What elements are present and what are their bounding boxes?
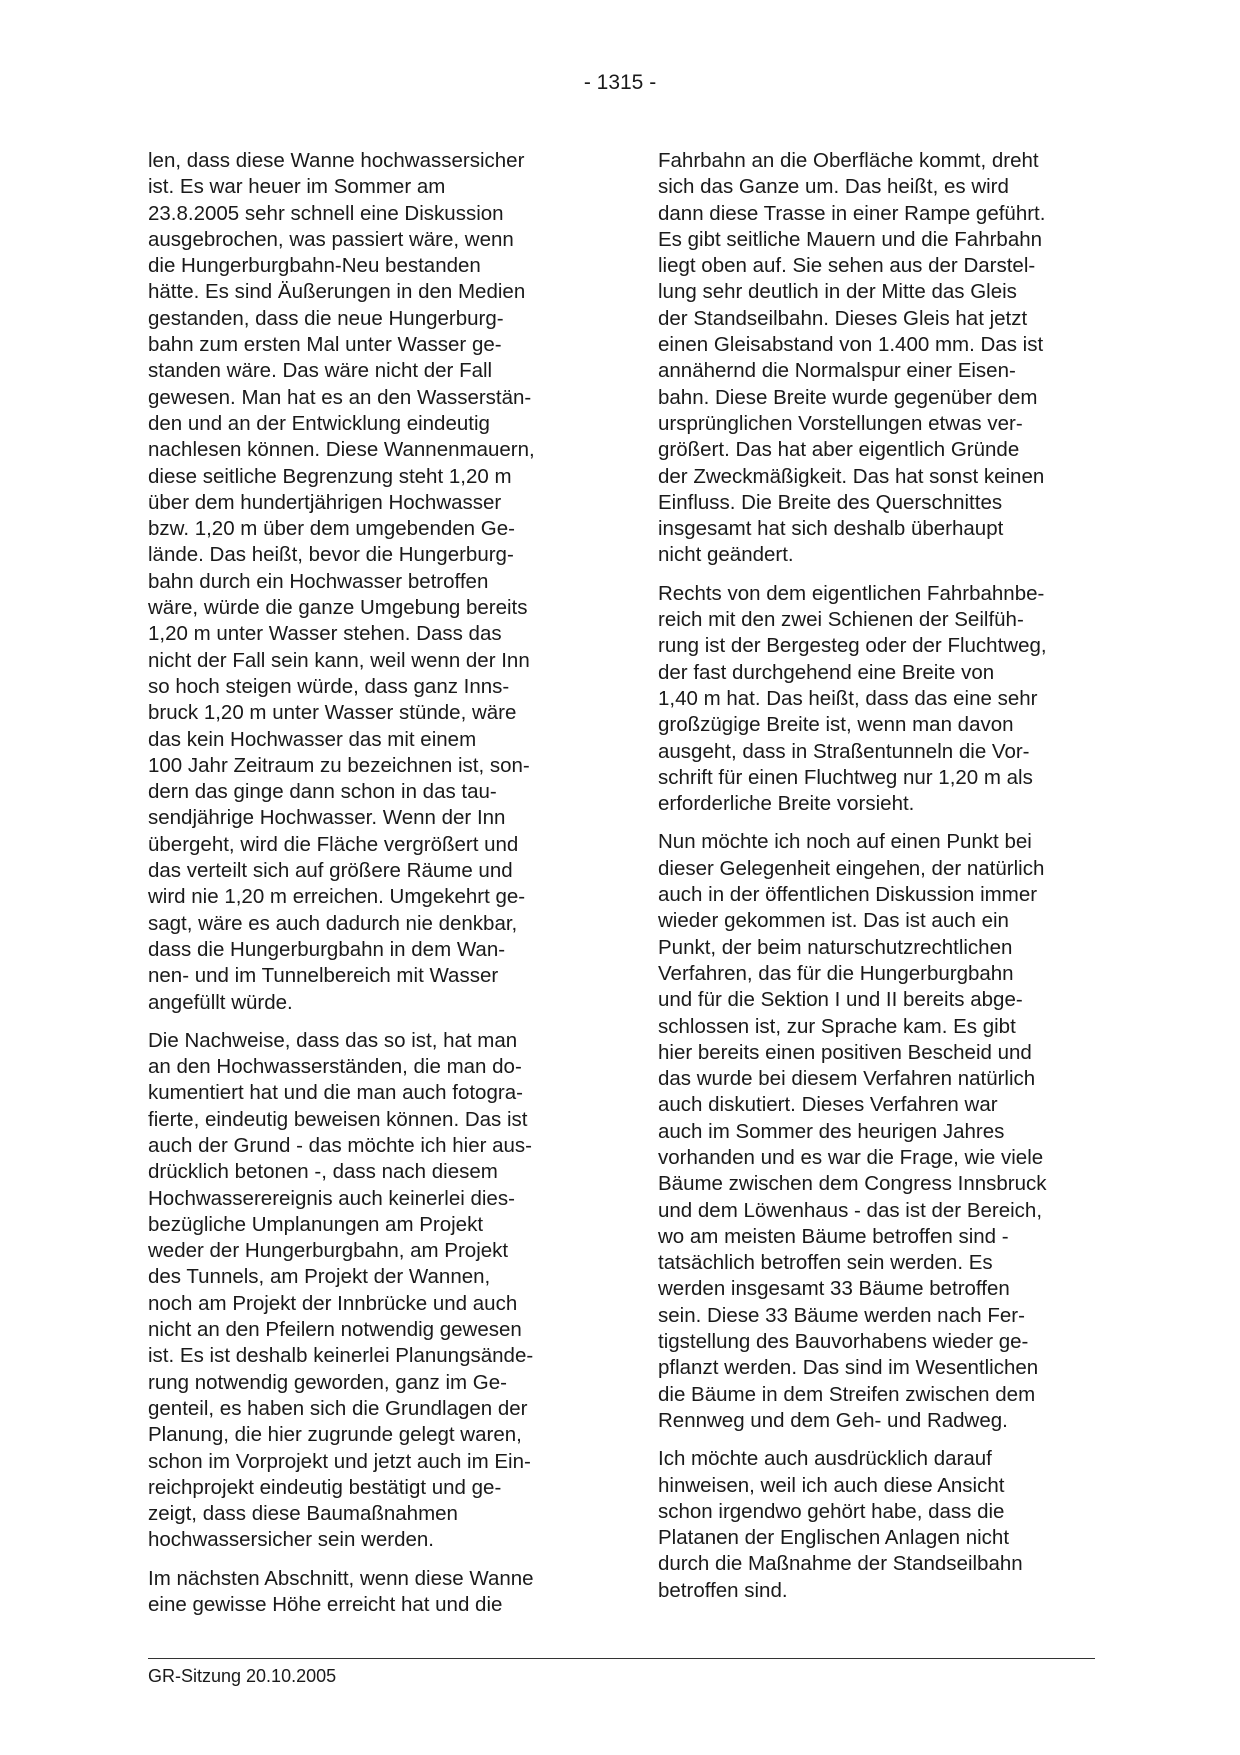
- text-line: Es gibt seitliche Mauern und die Fahrbahn: [658, 227, 1043, 251]
- text-line: insgesamt hat sich deshalb überhaupt: [658, 517, 1004, 541]
- text-line: 1,40 m hat. Das heißt, dass das eine sehr: [658, 686, 1038, 710]
- paragraph: [658, 581, 1098, 818]
- text-line: tatsächlich betroffen sein werden. Es: [658, 1251, 993, 1275]
- text-line: Fahrbahn an die Oberfläche kommt, dreht: [658, 149, 1039, 172]
- text-line: annähernd die Normalspur einer Eisen-: [658, 359, 1016, 383]
- text-line: Hochwasserereignis auch keinerlei dies-: [148, 1186, 515, 1210]
- paragraph: [148, 1566, 588, 1619]
- paragraph: [658, 829, 1098, 1434]
- text-line: fierte, eindeutig beweisen können. Das ist: [148, 1107, 528, 1131]
- text-line: Bäume zwischen dem Congress Innsbruck: [658, 1172, 1047, 1196]
- text-line: Im nächsten Abschnitt, wenn diese Wanne: [148, 1566, 534, 1590]
- paragraph-gap: [148, 1016, 588, 1028]
- text-line: schon irgendwo gehört habe, dass die: [658, 1499, 1005, 1523]
- text-line: Rechts von dem eigentlichen Fahrbahnbe-: [658, 581, 1045, 605]
- text-line: bahn. Diese Breite wurde gegenüber dem: [658, 385, 1038, 409]
- text-line: standen wäre. Das wäre nicht der Fall: [148, 359, 493, 383]
- text-line: auch in der öffentlichen Diskussion immer: [658, 883, 1038, 907]
- text-line: bahn durch ein Hochwasser betroffen: [148, 569, 489, 593]
- text-line: das verteilt sich auf größere Räume und: [148, 859, 513, 883]
- text-line: noch am Projekt der Innbrücke und auch: [148, 1291, 518, 1315]
- text-line: hätte. Es sind Äußerungen in den Medien: [148, 280, 526, 304]
- text-line: diese seitliche Begrenzung steht 1,20 m: [148, 464, 512, 488]
- text-line: auch diskutiert. Dieses Verfahren war: [658, 1093, 998, 1117]
- text-line: erforderliche Breite vorsieht.: [658, 792, 915, 816]
- text-line: hochwassersicher sein werden.: [148, 1528, 434, 1552]
- paragraph-gap: [658, 817, 1098, 829]
- text-line: Verfahren, das für die Hungerburgbahn: [658, 961, 1014, 985]
- text-line: gewesen. Man hat es an den Wasserstän-: [148, 385, 532, 409]
- text-line: übergeht, wird die Fläche vergrößert und: [148, 832, 519, 856]
- text-line: 100 Jahr Zeitraum zu bezeichnen ist, son-: [148, 753, 530, 777]
- text-line: auch der Grund - das möchte ich hier aus-: [148, 1133, 532, 1157]
- text-line: ursprünglichen Vorstellungen etwas ver-: [658, 411, 1023, 435]
- text-line: dern das ginge dann schon in das tau-: [148, 780, 497, 804]
- text-line: bzw. 1,20 m über dem umgebenden Ge-: [148, 517, 515, 541]
- text-line: Rennweg und dem Geh- und Radweg.: [658, 1408, 1008, 1432]
- text-line: wo am meisten Bäume betroffen sind -: [658, 1224, 1009, 1248]
- text-line: Punkt, der beim naturschutzrechtlichen: [658, 935, 1013, 959]
- text-line: bruck 1,20 m unter Wasser stünde, wäre: [148, 701, 517, 725]
- text-line: größert. Das hat aber eigentlich Gründe: [658, 438, 1020, 462]
- text-line: des Tunnels, am Projekt der Wannen,: [148, 1265, 491, 1289]
- text-line: sein. Diese 33 Bäume werden nach Fer-: [658, 1303, 1025, 1327]
- footer-divider: [148, 1658, 1095, 1659]
- text-line: wieder gekommen ist. Das ist auch ein: [658, 909, 1009, 933]
- text-line: schrift für einen Fluchtweg nur 1,20 m als: [658, 765, 1033, 789]
- text-line: bahn zum ersten Mal unter Wasser ge-: [148, 333, 502, 357]
- text-line: Ich möchte auch ausdrücklich darauf: [658, 1447, 992, 1471]
- text-line: nicht geändert.: [658, 543, 794, 567]
- paragraph-gap: [658, 569, 1098, 581]
- text-line: nicht der Fall sein kann, weil wenn der Inn: [148, 648, 530, 672]
- text-line: reichprojekt eindeutig bestätigt und ge-: [148, 1475, 502, 1499]
- text-line: 23.8.2005 sehr schnell eine Diskussion: [148, 201, 504, 225]
- text-line: 1,20 m unter Wasser stehen. Dass das: [148, 622, 502, 646]
- text-line: zeigt, dass diese Baumaßnahmen: [148, 1502, 458, 1526]
- paragraph: [148, 148, 588, 1016]
- text-line: nicht an den Pfeilern notwendig gewesen: [148, 1318, 522, 1342]
- text-line: und für die Sektion I und II bereits abge-: [658, 988, 1023, 1012]
- text-line: vorhanden und es war die Frage, wie viele: [658, 1145, 1044, 1169]
- text-line: Die Nachweise, dass das so ist, hat man: [148, 1028, 518, 1052]
- text-line: pflanzt werden. Das sind im Wesentlichen: [658, 1356, 1039, 1380]
- text-line: ausgeht, dass in Straßentunneln die Vor-: [658, 739, 1030, 763]
- text-line: schlossen ist, zur Sprache kam. Es gibt: [658, 1014, 1016, 1038]
- text-line: lände. Das heißt, bevor die Hungerburg-: [148, 543, 514, 567]
- text-column-left: [148, 148, 588, 1618]
- text-line: an den Hochwasserständen, die man do-: [148, 1055, 522, 1079]
- text-line: rung notwendig geworden, ganz im Ge-: [148, 1370, 507, 1394]
- text-line: Planung, die hier zugrunde gelegt waren,: [148, 1423, 522, 1447]
- paragraph: [658, 148, 1098, 569]
- text-line: bezügliche Umplanungen am Projekt: [148, 1212, 484, 1236]
- text-line: so hoch steigen würde, dass ganz Inns-: [148, 674, 510, 698]
- text-line: tigstellung des Bauvorhabens wieder ge-: [658, 1330, 1029, 1354]
- text-line: das kein Hochwasser das mit einem: [148, 727, 477, 751]
- text-line: und dem Löwenhaus - das ist der Bereich,: [658, 1198, 1043, 1222]
- text-line: betroffen sind.: [658, 1578, 788, 1602]
- page-number: - 1315 -: [583, 71, 657, 94]
- text-line: ist. Es ist deshalb keinerlei Planungsände-: [148, 1344, 534, 1368]
- text-line: schon im Vorprojekt und jetzt auch im Ein-: [148, 1449, 531, 1473]
- text-line: großzügige Breite ist, wenn man davon: [658, 713, 1014, 737]
- text-line: wäre, würde die ganze Umgebung bereits: [148, 596, 528, 620]
- paragraph: [658, 1446, 1098, 1604]
- footer-session-date: GR-Sitzung 20.10.2005: [148, 1666, 337, 1686]
- text-line: ist. Es war heuer im Sommer am: [148, 175, 446, 199]
- text-line: durch die Maßnahme der Standseilbahn: [658, 1552, 1023, 1576]
- text-line: angefüllt würde.: [148, 990, 293, 1014]
- paragraph-gap: [148, 1554, 588, 1566]
- text-line: drücklich betonen -, dass nach diesem: [148, 1160, 498, 1184]
- text-line: liegt oben auf. Sie sehen aus der Darstel-: [658, 254, 1036, 278]
- text-line: hier bereits einen positiven Bescheid und: [658, 1040, 1032, 1064]
- text-line: das wurde bei diesem Verfahren natürlich: [658, 1067, 1036, 1091]
- text-column-right: [658, 148, 1098, 1604]
- text-line: werden insgesamt 33 Bäume betroffen: [658, 1277, 1010, 1301]
- text-line: weder der Hungerburgbahn, am Projekt: [148, 1239, 509, 1263]
- text-line: gestanden, dass die neue Hungerburg-: [148, 306, 504, 330]
- text-line: die Hungerburgbahn-Neu bestanden: [148, 254, 481, 278]
- text-line: Platanen der Englischen Anlagen nicht: [658, 1526, 1010, 1550]
- text-line: genteil, es haben sich die Grundlagen der: [148, 1396, 528, 1420]
- text-line: Einfluss. Die Breite des Querschnittes: [658, 490, 1003, 514]
- text-line: len, dass diese Wanne hochwassersicher: [148, 149, 525, 172]
- text-line: eine gewisse Höhe erreicht hat und die: [148, 1593, 503, 1617]
- text-line: der Standseilbahn. Dieses Gleis hat jetzt: [658, 306, 1028, 330]
- text-line: der fast durchgehend eine Breite von: [658, 660, 995, 684]
- paragraph-gap: [658, 1434, 1098, 1446]
- text-line: Nun möchte ich noch auf einen Punkt bei: [658, 830, 1032, 854]
- text-line: dieser Gelegenheit eingehen, der natürlich: [658, 856, 1045, 880]
- text-line: sich das Ganze um. Das heißt, es wird: [658, 175, 1009, 199]
- text-line: einen Gleisabstand von 1.400 mm. Das ist: [658, 333, 1044, 357]
- text-line: sagt, wäre es auch dadurch nie denkbar,: [148, 911, 518, 935]
- text-line: die Bäume in dem Streifen zwischen dem: [658, 1382, 1036, 1406]
- text-line: nen- und im Tunnelbereich mit Wasser: [148, 964, 499, 988]
- text-line: auch im Sommer des heurigen Jahres: [658, 1119, 1005, 1143]
- text-line: wird nie 1,20 m erreichen. Umgekehrt ge-: [148, 885, 526, 909]
- text-line: kumentiert hat und die man auch fotogra-: [148, 1081, 523, 1105]
- text-line: lung sehr deutlich in der Mitte das Gleis: [658, 280, 1017, 304]
- text-line: hinweisen, weil ich auch diese Ansicht: [658, 1473, 1005, 1497]
- text-line: über dem hundertjährigen Hochwasser: [148, 490, 502, 514]
- text-line: rung ist der Bergesteg oder der Fluchtweg,: [658, 634, 1047, 658]
- text-line: reich mit den zwei Schienen der Seilfüh-: [658, 608, 1024, 632]
- text-line: dann diese Trasse in einer Rampe geführt.: [658, 201, 1046, 225]
- text-line: dass die Hungerburgbahn in dem Wan-: [148, 937, 506, 961]
- text-line: sendjährige Hochwasser. Wenn der Inn: [148, 806, 506, 830]
- text-line: ausgebrochen, was passiert wäre, wenn: [148, 227, 514, 251]
- text-line: nachlesen können. Diese Wannenmauern,: [148, 438, 535, 462]
- text-line: den und an der Entwicklung eindeutig: [148, 411, 490, 435]
- text-line: der Zweckmäßigkeit. Das hat sonst keinen: [658, 464, 1045, 488]
- paragraph: [148, 1028, 588, 1554]
